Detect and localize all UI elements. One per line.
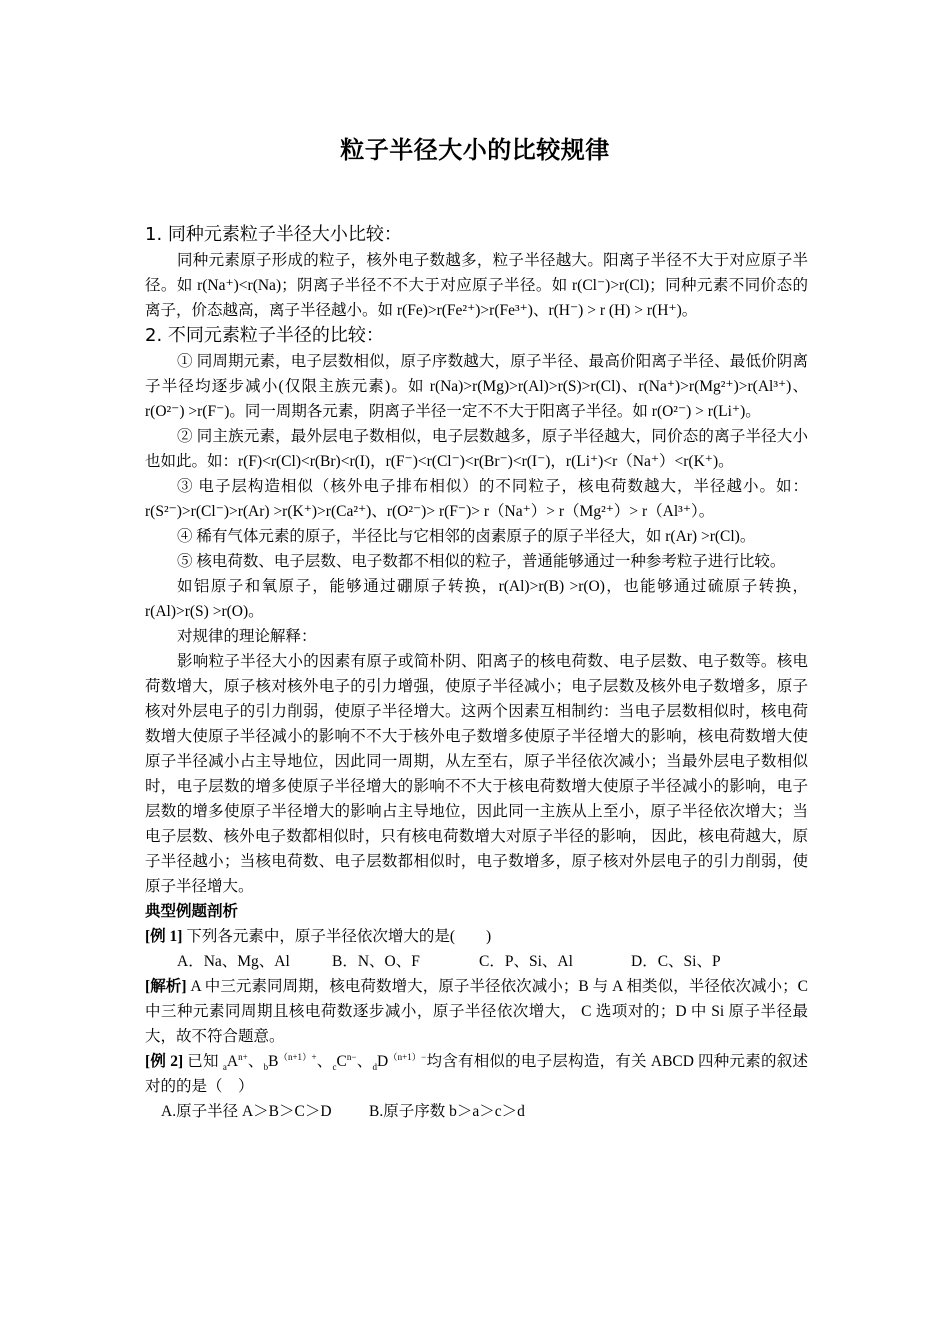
- option-a: A．Na、Mg、Al: [177, 953, 290, 970]
- example-1-label: [例 1]: [145, 928, 183, 945]
- ion-formulas: $_aA^{n+}$、$_bB^{(n+1)+}$、$_cC^{n-}$、$_dD^{(n+1)-}$: [222, 1051, 427, 1073]
- option-b: B.原子序数 b＞a＞c＞d: [369, 1103, 525, 1120]
- example-1-options: [145, 949, 808, 974]
- option-d: D．C、Si、P: [631, 953, 721, 970]
- theory-paragraph: 影响粒子半径大小的因素有原子或简朴阴、阳离子的核电荷数、电子层数、电子数等。核电荷数增大，原子核对核外电子的引力增强，使原子半径减小；电子层数及核外电子数增多，原子核对外层电子的引力削弱，使原子半径增大。这两个因素互相制约：当电子层数相似时，核电荷数增大使原子半径减小的影响不不大于核外电子数增多使原子半径增大的影响，核电荷数增大使原子半径减小占主导地位，因此同一周期，从左至右，原子半径依次减小；当最外层电子数相似时，电子层数的增多使原子半径增大的影响不不大于核电荷数增大使原子半径减小的影响，电子层数的增多使原子半径增大的影响占主导地位，因此同一主族从上至小，原子半径依次增大；当电子层数、核外电子数都相似时，只有核电荷数增大对原子半径的影响， 因此，核电荷越大，原子半径越小；当核电荷数、电子层数都相似时，电子数增多，原子核对外层电子的引力削弱，使原子半径增大。: [145, 653, 808, 895]
- rule-4-paragraph: ④ 稀有气体元素的原子，半径比与它相邻的卤素原子的原子半径大，如 r(Ar) >r(Cl)。: [177, 528, 756, 545]
- document-body: [145, 222, 808, 1124]
- option-b: B．N、O、F: [332, 953, 420, 970]
- example-1-text: 下列各元素中，原子半径依次增大的是( ): [182, 928, 492, 945]
- example-1-question: [145, 924, 808, 949]
- example-2-prefix: 已知: [183, 1053, 223, 1070]
- section-2-heading: 2. 不同元素粒子半径的比较：: [145, 325, 384, 346]
- section-1-paragraph: 同种元素原子形成的粒子，核外电子数越多，粒子半径越大。阳离子半径不大于对应原子半径。如 r(Na⁺)<r(Na)；阴离子半径不不大于对应原子半径。如 r(Cl⁻)>r(Cl)；同种元素不同价态的离子，价态越高，离子半径越小。如 r(Fe)>r(Fe²⁺)>r(Fe³⁺)、r(H⁻) > r (H) > r(H⁺)。: [145, 252, 808, 319]
- page-title: 粒子半径大小的比较规律: [340, 136, 610, 164]
- example-2-question: [145, 1049, 808, 1099]
- examples-heading: 典型例题剖析: [145, 903, 239, 920]
- rule-1-paragraph: ① 同周期元素，电子层数相似，原子序数越大，原子半径、最高价阳离子半径、最低价阴离子半径均逐步减小(仅限主族元素)。如 r(Na)>r(Mg)>r(Al)>r(S)>r(Cl)、r(Na⁺)>r(Mg²⁺)>r(Al³⁺)、r(O²⁻) >r(F⁻)。同一周期各元素，阴离子半径一定不不大于阳离子半径。如 r(O²⁻) > r(Li⁺)。: [145, 353, 808, 420]
- analysis-text: A 中三元素同周期，核电荷数增大，原子半径依次减小；B 与 A 相类似，半径依次减小；C 中三种元素同周期且核电荷数逐步减小，原子半径依次增大， C 选项对的；D 中 Si 原子半径最大，故不符合题意。: [145, 978, 809, 1045]
- rule-2-paragraph: ② 同主族元素，最外层电子数相似，电子层数越多，原子半径越大，同价态的离子半径大小也如此。如：r(F)<r(Cl)<r(Br)<r(I)，r(F⁻)<r(Cl⁻)<r(Br⁻)<r(I⁻)，r(Li⁺)<r（Na⁺）<r(K⁺)。: [145, 428, 808, 470]
- rule-5-example: 如铝原子和氧原子，能够通过硼原子转换，r(Al)>r(B) >r(O)，也能够通过硫原子转换，r(Al)>r(S) >r(O)。: [145, 578, 808, 620]
- analysis-label: [解析]: [145, 978, 187, 995]
- example-2-label: [例 2]: [145, 1053, 184, 1070]
- example-2-text: 均含有相似的电子层构造，有关 ABCD 四种元素的叙述对的的是（ ）: [145, 1053, 808, 1095]
- section-1-heading: 1. 同种元素粒子半径大小比较：: [145, 224, 402, 245]
- analysis-paragraph: [145, 974, 808, 1049]
- rule-5-paragraph: ⑤ 核电荷数、电子层数、电子数都不相似的粒子，普通能够通过一种参考粒子进行比较。: [177, 553, 786, 570]
- option-c: C．P、Si、Al: [479, 953, 573, 970]
- example-2-options: [145, 1099, 808, 1124]
- option-a: A.原子半径 A＞B＞C＞D: [161, 1103, 332, 1120]
- rule-3-paragraph: ③ 电子层构造相似（核外电子排布相似）的不同粒子，核电荷数越大，半径越小。如：r(S²⁻)>r(Cl⁻)>r(Ar) >r(K⁺)>r(Ca²⁺)、r(O²⁻)> r(F⁻)> r（Na⁺）> r（Mg²⁺）> r（Al³⁺）。: [145, 478, 808, 520]
- theory-heading: 对规律的理论解释：: [177, 628, 317, 645]
